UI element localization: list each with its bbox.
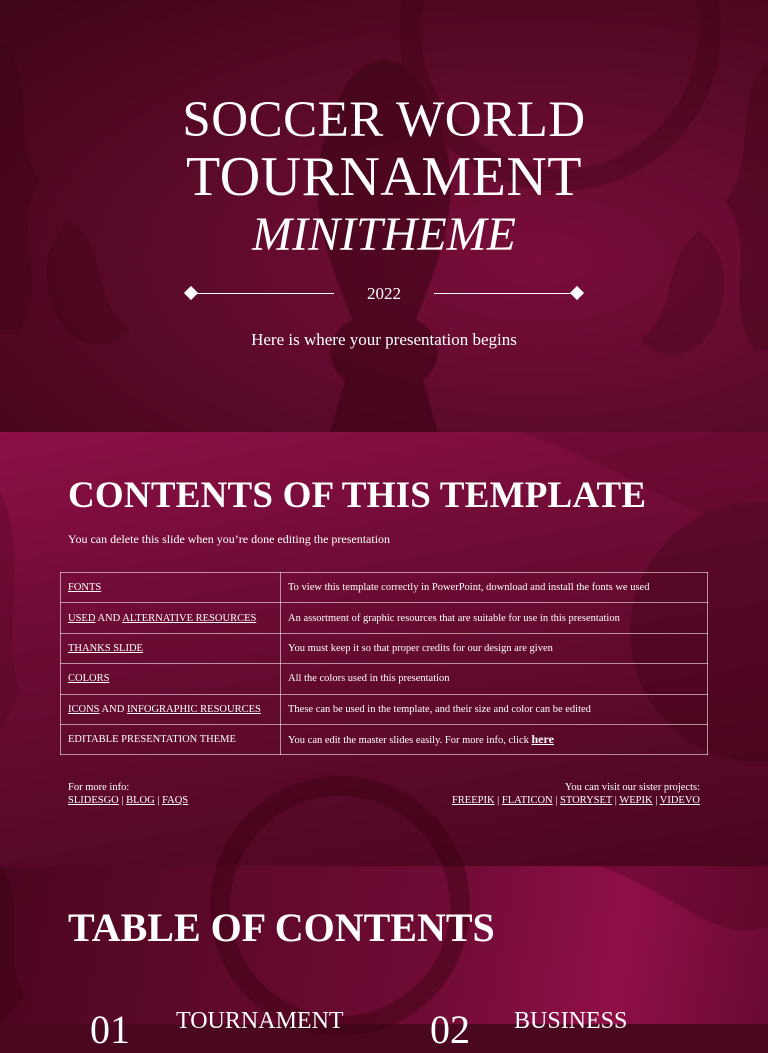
blog-link[interactable]: BLOG [126,795,155,806]
colors-link[interactable]: COLORS [68,673,110,685]
toc-number: 01 [90,1007,130,1052]
icons-link[interactable]: ICONS [68,703,100,715]
and-connector: AND [95,612,123,624]
storyset-link[interactable]: STORYSET [560,795,613,806]
resources-table [60,572,708,755]
sister-projects [452,781,700,807]
row-description: You can edit the master slides easily. For more info, click [288,735,532,747]
row-description: You must keep it so that proper credits for our design are given [281,633,708,663]
year-label: 2022 [367,284,401,303]
videvo-link[interactable]: VIDEVO [659,795,700,806]
alternative-resources-link[interactable]: ALTERNATIVE RESOURCES [122,612,257,624]
sister-projects-label: You can visit our sister projects: [564,782,700,793]
table-row [61,724,708,754]
divider-line-right [434,293,576,294]
contents-heading: CONTENTS OF THIS TEMPLATE [68,475,647,516]
faqs-link[interactable]: FAQS [162,795,189,806]
table-row [61,633,708,663]
sister-projects-links: FREEPIK | FLATICON | STORYSET | WEPIK | VIDEVO [451,795,700,806]
table-row [61,603,708,633]
row-description: These can be used in the template, and their size and color can be edited [281,694,708,724]
infographic-resources-link[interactable]: INFOGRAPHIC RESOURCES [126,703,261,715]
tagline: Here is where your presentation begins [251,330,517,349]
toc-slide [0,866,768,1052]
row-description: To view this template correctly in PowerPoint, download and install the fonts we used [281,573,708,603]
contents-note: You can delete this slide when you’re done editing the presentation [68,532,391,546]
slidesgo-link[interactable]: SLIDESGO [68,795,119,806]
year-divider [184,280,584,308]
flaticon-link[interactable]: FLATICON [501,795,553,806]
title-block [0,92,768,264]
toc-heading: TABLE OF CONTENTS [68,905,495,950]
more-info-label: For more info: [68,782,130,793]
freepik-link[interactable]: FREEPIK [451,795,495,806]
row-key: EDITABLE PRESENTATION THEME [61,724,281,754]
and-connector: AND [99,703,127,715]
row-description: All the colors used in this presentation [281,664,708,694]
toc-number: 02 [430,1007,470,1052]
more-info [68,781,188,807]
used-resources-link[interactable]: USED [68,612,96,624]
more-info-links: SLIDESGO | BLOG | FAQS [68,795,189,806]
wepik-link[interactable]: WEPIK [619,795,653,806]
here-link[interactable]: here [531,732,554,747]
thanks-slide-link[interactable]: THANKS SLIDE [68,642,143,654]
row-description: An assortment of graphic resources that are suitable for use in this presentation [281,603,708,633]
title-slide [0,0,768,432]
title-subtitle: MINITHEME [252,208,516,261]
table-row [61,694,708,724]
table-row [61,573,708,603]
toc-item-label: BUSINESS [514,1008,628,1034]
fonts-link[interactable]: FONTS [68,582,102,594]
title-line-2: TOURNAMENT [186,146,582,208]
toc-item-label: TOURNAMENT [176,1008,344,1034]
title-line-1: SOCCER WORLD [182,92,586,148]
table-row [61,664,708,694]
